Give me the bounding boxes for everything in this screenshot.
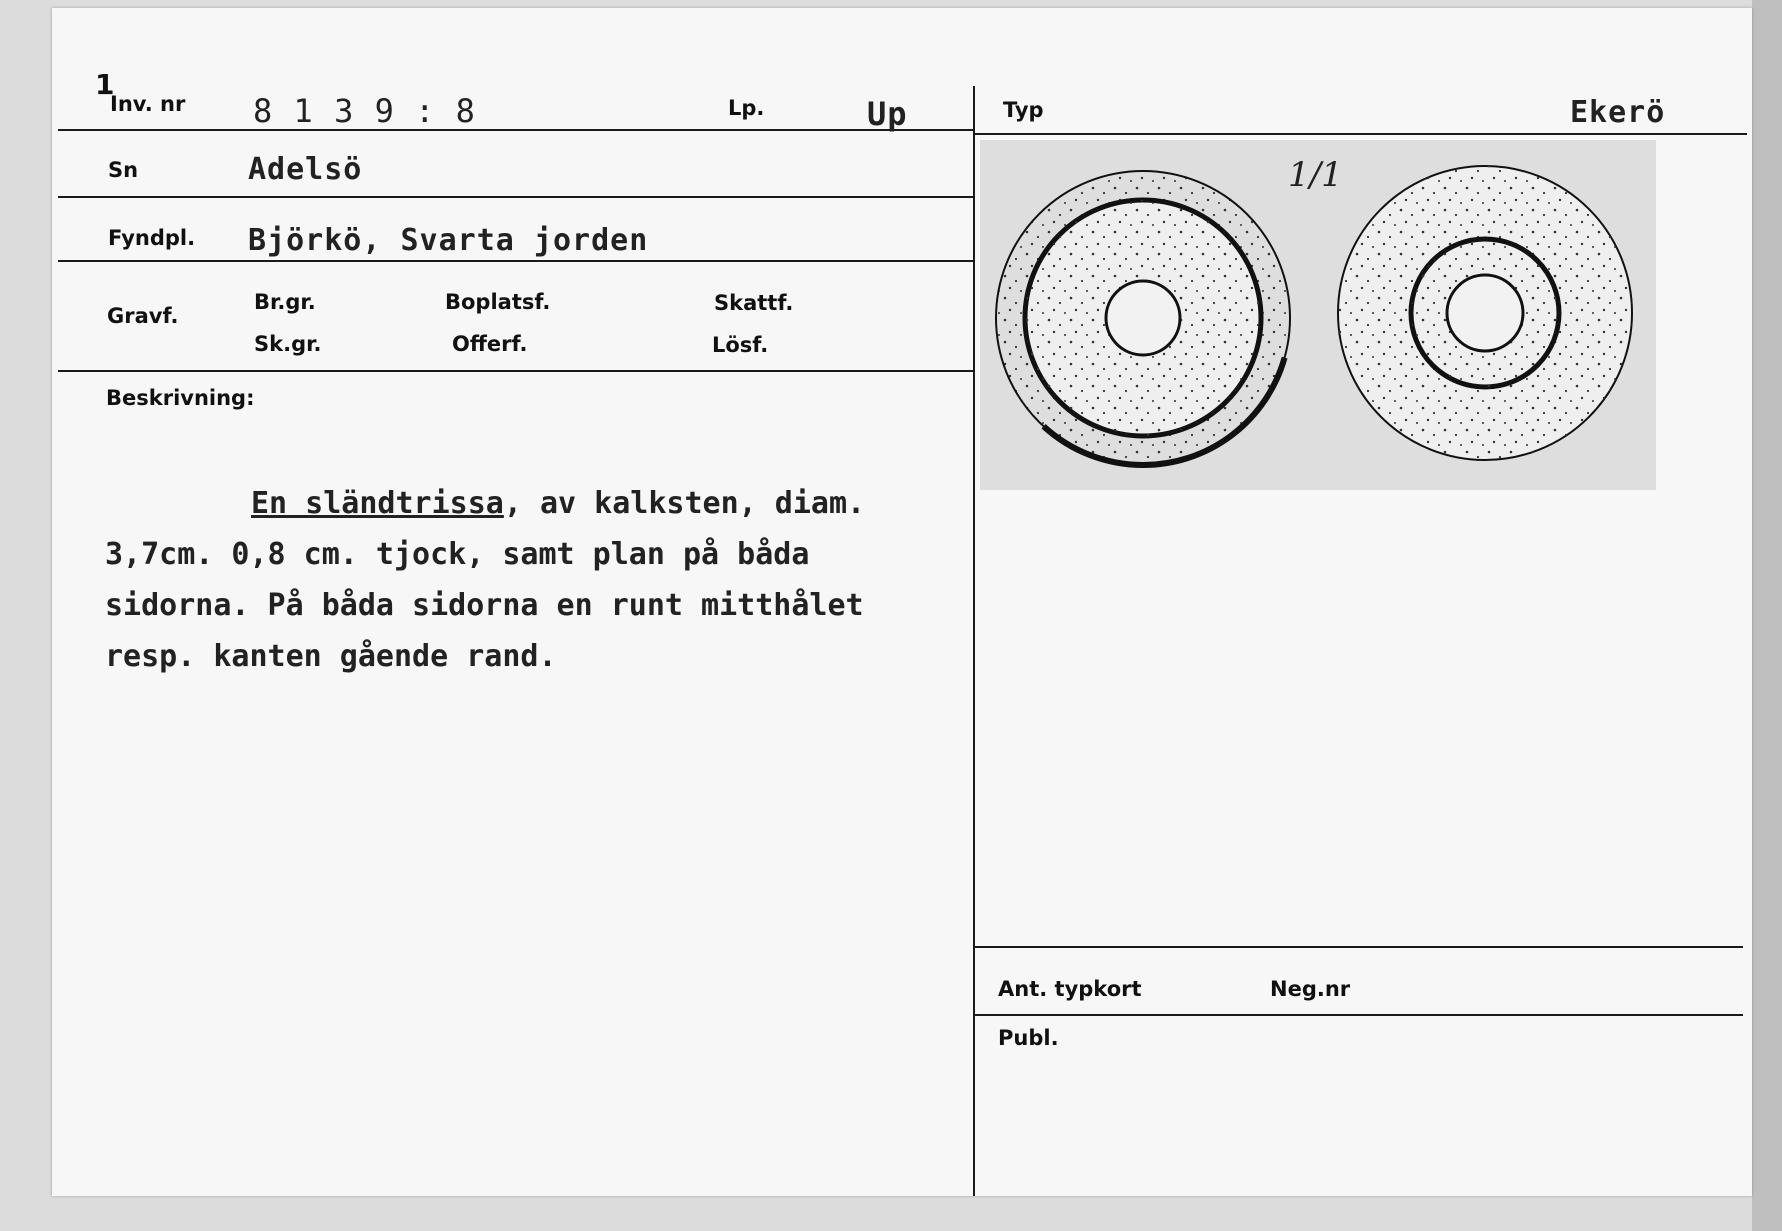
negnr-label: Neg.nr	[1270, 977, 1351, 1001]
rule-ant-bottom	[975, 1014, 1743, 1016]
lp-label: Lp.	[728, 96, 765, 120]
rule-typ	[975, 133, 1747, 135]
sn-value: Adelsö	[248, 152, 363, 187]
inv-prefix: 1	[95, 68, 115, 101]
description-line-3: sidorna. På båda sidorna en runt mitthålet	[105, 588, 864, 623]
sn-label: Sn	[108, 158, 139, 182]
object-name: En sländtrissa	[251, 486, 504, 521]
whorl-view-left	[996, 171, 1290, 465]
ant-typkort-label: Ant. typkort	[998, 977, 1142, 1001]
description-text	[105, 478, 985, 682]
fyndpl-label: Fyndpl.	[108, 226, 196, 250]
harad-value: Ekerö	[1570, 95, 1666, 130]
skattf-label: Skattf.	[714, 291, 794, 315]
inv-value: 8 1 3 9 : 8	[253, 92, 476, 130]
description-line-1	[105, 478, 985, 529]
fyndpl-value: Björkö, Svarta jorden	[248, 223, 649, 258]
rule-ant-top	[975, 946, 1743, 948]
offerf-label: Offerf.	[452, 332, 528, 356]
scale-note: 1/1	[1288, 155, 1343, 195]
rule-gravf	[58, 370, 973, 372]
skgr-label: Sk.gr.	[254, 332, 322, 356]
boplatsf-label: Boplatsf.	[445, 290, 551, 314]
inv-label: Inv. nr	[110, 92, 186, 116]
description-line-4: resp. kanten gående rand.	[105, 639, 557, 674]
brgr-label: Br.gr.	[254, 290, 316, 314]
losf-label: Lösf.	[712, 333, 769, 357]
rule-sn	[58, 196, 973, 198]
scan-shadow	[1752, 0, 1782, 1231]
description-line-1-rest: , av kalksten, diam.	[503, 486, 866, 521]
publ-label: Publ.	[998, 1026, 1059, 1050]
rule-inv	[58, 129, 973, 131]
landskap-value: Up	[867, 95, 908, 133]
rule-fyndpl	[58, 260, 973, 262]
whorl-view-right	[1338, 166, 1632, 460]
gravf-label: Gravf.	[107, 304, 179, 328]
beskrivning-label: Beskrivning:	[106, 386, 255, 410]
description-line-2: 3,7cm. 0,8 cm. tjock, samt plan på båda	[105, 537, 810, 572]
typ-label: Typ	[1003, 98, 1044, 122]
